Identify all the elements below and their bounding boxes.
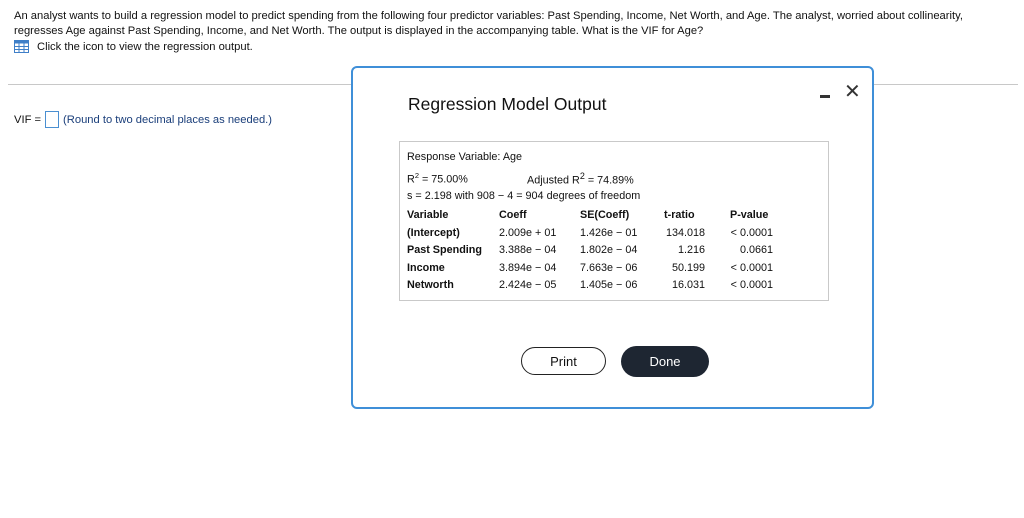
close-icon[interactable]: ✕ bbox=[844, 81, 861, 103]
rounding-note: (Round to two decimal places as needed.) bbox=[63, 113, 272, 126]
hint-row bbox=[14, 40, 253, 53]
header-variable: Variable bbox=[407, 209, 449, 221]
response-variable: Response Variable: Age bbox=[407, 151, 523, 163]
table-icon[interactable] bbox=[14, 40, 29, 53]
header-t-ratio: t-ratio bbox=[664, 209, 695, 221]
regression-output-dialog bbox=[351, 66, 874, 409]
divider bbox=[874, 84, 1018, 85]
header-coeff: Coeff bbox=[499, 209, 527, 221]
question-text: An analyst wants to build a regression model to predict spending from the following four predictor variables: Past Spending, Income, Net Worth, and Age. The analyst, worried about collinearity, regresses Age against Past Spending, Income, and Net Worth. The output is displayed in the accompanying table. What is the VIF for Age? bbox=[14, 10, 963, 37]
done-button[interactable]: Done bbox=[621, 346, 709, 377]
adjusted-r-squared: Adjusted $R^2 = 74.89\%$ bbox=[527, 171, 634, 187]
hint-text: Click the icon to view the regression output. bbox=[37, 40, 253, 53]
regression-output-panel: Response Variable: Age $R^2 = 75.00\%$ Adjusted $R^2 = 74.89\%$ s = 2.198 with 908 − 4 = 904 degrees of freedom Variable Coeff SE(Coeff) t-ratio P-value (Intercept) 2.009e + 01 1.426e − 01 134.018 < 0.0001 Past Spending 3.388e − 04 1.802e − 04 1.216 0.0661 Income 3.894e − 04 7.663e − 06 50.199 < 0.0001 Networth 2.424e − 05 1.405e − 06 16.031 < 0.0001 bbox=[399, 141, 829, 301]
std-error-line: s = 2.198 with 908 − 4 = 904 degrees of freedom bbox=[407, 190, 641, 202]
print-button[interactable]: Print bbox=[521, 347, 606, 375]
r-squared: $R^2 = 75.00\%$ bbox=[407, 171, 468, 186]
minimize-icon[interactable] bbox=[818, 90, 832, 102]
divider bbox=[8, 84, 352, 85]
answer-row bbox=[14, 111, 272, 128]
header-se: SE(Coeff) bbox=[580, 209, 630, 221]
dialog-title: Regression Model Output bbox=[408, 94, 607, 114]
header-p-value: P-value bbox=[730, 209, 769, 221]
vif-label: VIF = bbox=[14, 113, 42, 126]
vif-input[interactable] bbox=[45, 111, 59, 128]
